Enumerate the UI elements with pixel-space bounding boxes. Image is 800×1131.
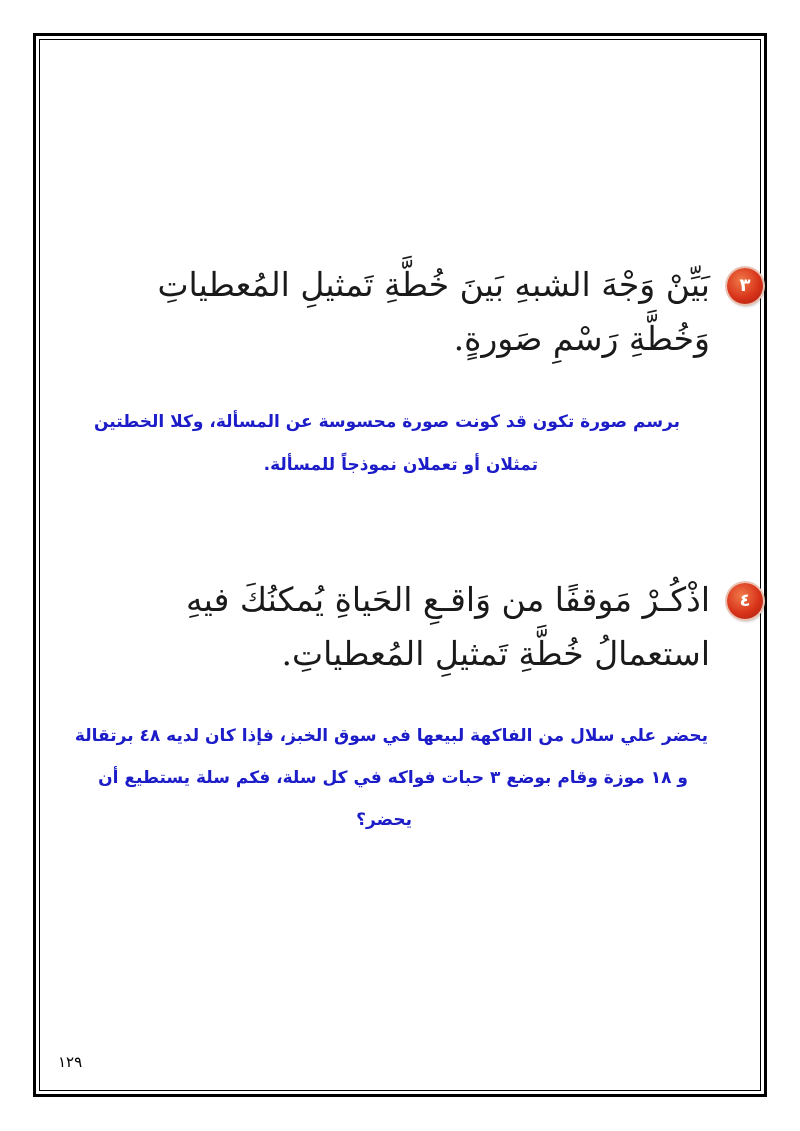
- answer-line: و ١٨ موزة وقام بوضع ٣ حبات فواكه في كل سلة، فكم سلة يستطيع أن: [98, 768, 688, 788]
- question-line: اذْكُـرْ مَوقفًا من وَاقـعِ الحَياةِ يُمكنُكَ فيهِ: [185, 580, 710, 619]
- answer-line: يحضر؟: [356, 810, 412, 830]
- question-line: وَخُطَّةِ رَسْمِ صَورةٍ.: [453, 319, 710, 358]
- page-border-inner: [39, 39, 761, 1091]
- answer-line: برسم صورة تكون قد كونت صورة محسوسة عن المسألة، وكلا الخطتين: [94, 412, 680, 432]
- question-number-badge: ٣: [727, 268, 763, 304]
- question-line: استعمالُ خُطَّةِ تَمثيلِ المُعطياتِ.: [281, 634, 710, 673]
- question-number-badge: ٤: [727, 583, 763, 619]
- question-3: [158, 258, 758, 366]
- page-number: ١٢٩: [58, 1053, 83, 1071]
- answer-line: يحضر علي سلال من الفاكهة لبيعها في سوق الخبز، فإذا كان لديه ٤٨ برتقالة: [74, 726, 708, 746]
- question-4: [158, 573, 758, 681]
- answer-line: تمثلان أو تعملان نموذجاً للمسألة.: [263, 455, 538, 475]
- question-line: بَيِّنْ وَجْهَ الشبهِ بَينَ خُطَّةِ تَمثيلِ المُعطياتِ: [157, 265, 710, 304]
